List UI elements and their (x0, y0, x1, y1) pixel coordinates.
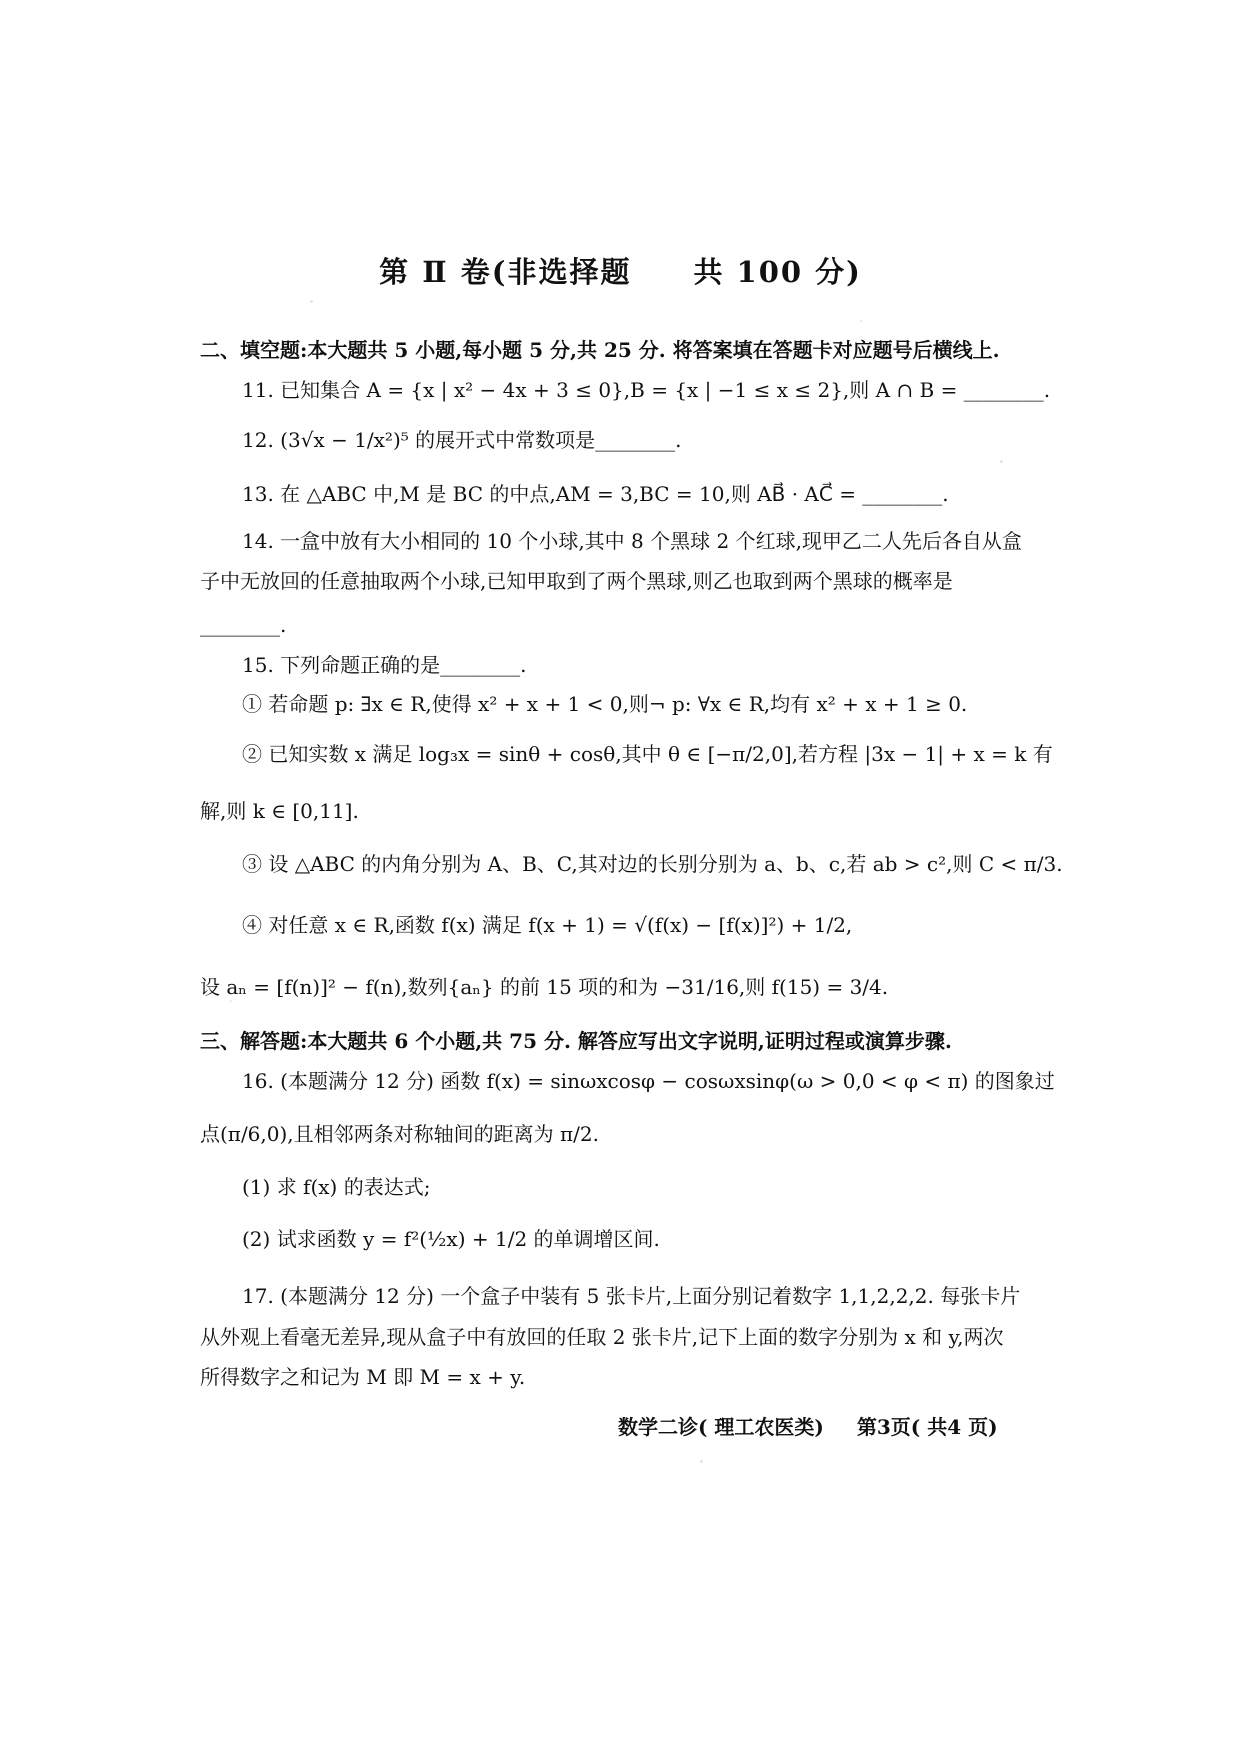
question-16-part-1: (1) 求 f(x) 的表达式; (242, 1175, 431, 1199)
section-3-heading: 三、解答题:本大题共 6 个小题,共 75 分. 解答应写出文字说明,证明过程或演算步骤. (200, 1029, 952, 1053)
question-15-option-1: ① 若命题 p: ∃x ∈ R,使得 x² + x + 1 < 0,则¬ p: ∀x ∈ R,均有 x² + x + 1 ≥ 0. (242, 692, 968, 716)
question-12: 12. (3√x − 1/x²)⁵ 的展开式中常数项是________. (242, 428, 682, 452)
question-15-option-2-line-1: ② 已知实数 x 满足 log₃x = sinθ + cosθ,其中 θ ∈ [−π/2,0],若方程 |3x − 1| + x = k 有 (242, 742, 1053, 766)
question-17-line-3: 所得数字之和记为 M 即 M = x + y. (200, 1365, 526, 1389)
footer-subject: 数学二诊( 理工农医类) (618, 1415, 824, 1439)
part-title: 第 Ⅱ 卷(非选择题 共 100 分) (379, 255, 862, 289)
footer-page-number: 第3页( 共4 页) (856, 1415, 998, 1439)
question-16-line-1: 16. (本题满分 12 分) 函数 f(x) = sinωxcosφ − cosωxsinφ(ω > 0,0 < φ < π) 的图象过 (242, 1069, 1055, 1093)
scan-speck (860, 320, 862, 322)
question-13: 13. 在 △ABC 中,M 是 BC 的中点,AM = 3,BC = 10,则 AB⃗ · AC⃗ = ________. (242, 482, 949, 506)
scan-speck (1000, 460, 1003, 463)
question-17-line-1: 17. (本题满分 12 分) 一个盒子中装有 5 张卡片,上面分别记着数字 1,1,2,2,2. 每张卡片 (242, 1284, 1021, 1308)
question-14-line-1: 14. 一盒中放有大小相同的 10 个小球,其中 8 个黑球 2 个红球,现甲乙二人先后各自从盒 (242, 529, 1022, 553)
question-15-option-3: ③ 设 △ABC 的内角分别为 A、B、C,其对边的长别分别为 a、b、c,若 ab > c²,则 C < π/3. (242, 852, 1063, 876)
question-11: 11. 已知集合 A = {x | x² − 4x + 3 ≤ 0},B = {x | −1 ≤ x ≤ 2},则 A ∩ B = ________. (242, 378, 1051, 402)
question-15-option-4-line-2: 设 aₙ = [f(n)]² − f(n),数列{aₙ} 的前 15 项的和为 −31/16,则 f(15) = 3/4. (200, 975, 889, 999)
section-2-heading: 二、填空题:本大题共 5 小题,每小题 5 分,共 25 分. 将答案填在答题卡对应题号后横线上. (200, 338, 1000, 362)
question-14-line-3: ________. (200, 613, 287, 637)
question-17-line-2: 从外观上看毫无差异,现从盒子中有放回的任取 2 张卡片,记下上面的数字分别为 x 和 y,两次 (200, 1325, 1004, 1349)
scan-speck (700, 1460, 703, 1463)
question-15: 15. 下列命题正确的是________. (242, 653, 527, 677)
question-15-option-2-line-2: 解,则 k ∈ [0,11]. (200, 799, 359, 823)
question-14-line-2: 子中无放回的任意抽取两个小球,已知甲取到了两个黑球,则乙也取到两个黑球的概率是 (200, 569, 953, 593)
scan-speck (310, 300, 313, 303)
page-footer (618, 1411, 1038, 1440)
question-15-option-4-line-1: ④ 对任意 x ∈ R,函数 f(x) 满足 f(x + 1) = √(f(x) − [f(x)]²) + 1/2, (242, 913, 853, 937)
question-16-part-2: (2) 试求函数 y = f²(½x) + 1/2 的单调增区间. (242, 1227, 660, 1251)
question-16-line-2: 点(π/6,0),且相邻两条对称轴间的距离为 π/2. (200, 1122, 599, 1146)
scan-speck (230, 1000, 232, 1002)
